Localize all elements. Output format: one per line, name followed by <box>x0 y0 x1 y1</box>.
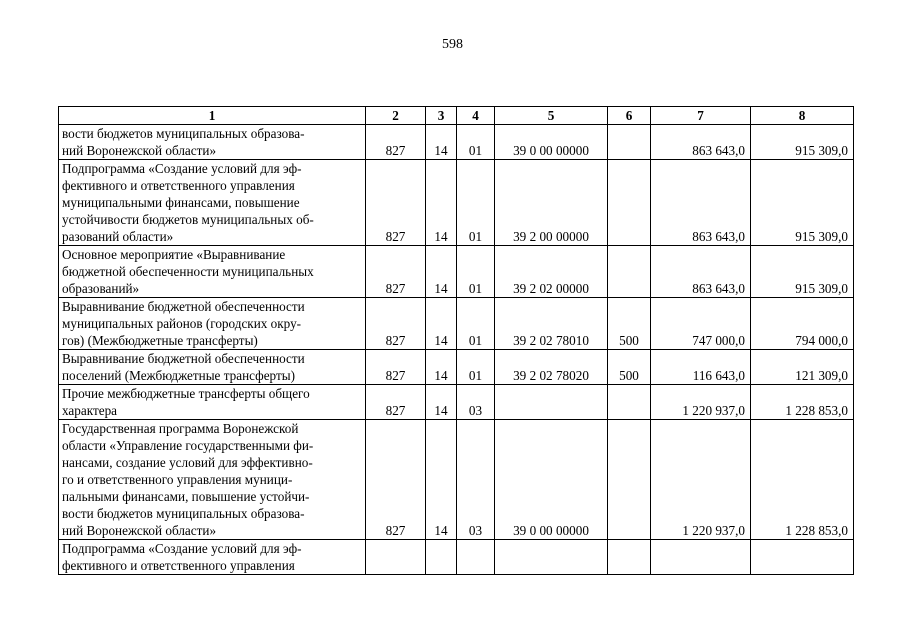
row-subsection: 01 <box>457 298 495 350</box>
row-name-line: области «Управление государственными фи- <box>62 438 314 453</box>
row-section: 14 <box>426 420 457 540</box>
row-name-line: ний Воронежской области» <box>62 143 217 158</box>
row-code-admin: 827 <box>366 298 426 350</box>
row-expense-type <box>608 160 651 246</box>
row-code-admin: 827 <box>366 125 426 160</box>
row-amount-year1 <box>651 540 751 575</box>
row-subsection: 01 <box>457 125 495 160</box>
row-name-line: Государственная программа Воронежской <box>62 421 299 436</box>
row-amount-year2: 121 309,0 <box>751 350 854 385</box>
row-expense-type <box>608 246 651 298</box>
header-col-6: 6 <box>608 107 651 125</box>
row-name-line: устойчивости бюджетов муниципальных об- <box>62 212 314 227</box>
row-name-line: муниципальными финансами, повышение <box>62 195 300 210</box>
row-name-line: го и ответственного управления муници- <box>62 472 293 487</box>
row-name-line: Выравнивание бюджетной обеспеченности <box>62 299 305 314</box>
row-name-line: характера <box>62 403 118 418</box>
row-name-line: гов) (Межбюджетные трансферты) <box>62 333 258 348</box>
row-name-line: разований области» <box>62 229 174 244</box>
row-name <box>59 420 366 540</box>
row-amount-year1: 116 643,0 <box>651 350 751 385</box>
row-target-article: 39 2 02 78020 <box>495 350 608 385</box>
row-amount-year1: 863 643,0 <box>651 246 751 298</box>
row-amount-year2: 915 309,0 <box>751 125 854 160</box>
row-name-line: пальными финансами, повышение устойчи- <box>62 489 310 504</box>
row-name-line: фективного и ответственного управления <box>62 558 295 573</box>
row-amount-year2: 794 000,0 <box>751 298 854 350</box>
row-expense-type <box>608 420 651 540</box>
row-code-admin: 827 <box>366 350 426 385</box>
row-subsection: 03 <box>457 385 495 420</box>
row-subsection: 01 <box>457 246 495 298</box>
row-name-line: Подпрограмма «Создание условий для эф- <box>62 541 302 556</box>
row-target-article: 39 0 00 00000 <box>495 125 608 160</box>
row-name-line: Основное мероприятие «Выравнивание <box>62 247 286 262</box>
row-amount-year1: 1 220 937,0 <box>651 420 751 540</box>
row-name <box>59 125 366 160</box>
row-target-article: 39 0 00 00000 <box>495 420 608 540</box>
row-expense-type: 500 <box>608 298 651 350</box>
row-name-line: поселений (Межбюджетные трансферты) <box>62 368 295 383</box>
row-section: 14 <box>426 385 457 420</box>
row-expense-type <box>608 385 651 420</box>
row-code-admin <box>366 540 426 575</box>
row-amount-year1: 1 220 937,0 <box>651 385 751 420</box>
header-col-5: 5 <box>495 107 608 125</box>
row-name-line: Выравнивание бюджетной обеспеченности <box>62 351 305 366</box>
row-section: 14 <box>426 298 457 350</box>
table-row <box>59 540 854 575</box>
row-amount-year2: 915 309,0 <box>751 160 854 246</box>
table-row <box>59 350 854 385</box>
row-name <box>59 160 366 246</box>
row-name-line: бюджетной обеспеченности муниципальных <box>62 264 314 279</box>
row-subsection: 03 <box>457 420 495 540</box>
row-expense-type <box>608 125 651 160</box>
row-subsection <box>457 540 495 575</box>
row-target-article: 39 2 02 00000 <box>495 246 608 298</box>
table-row <box>59 298 854 350</box>
row-name-line: Прочие межбюджетные трансферты общего <box>62 386 310 401</box>
row-target-article: 39 2 02 78010 <box>495 298 608 350</box>
header-col-1: 1 <box>59 107 366 125</box>
row-name-line: Подпрограмма «Создание условий для эф- <box>62 161 302 176</box>
row-amount-year2 <box>751 540 854 575</box>
header-col-2: 2 <box>366 107 426 125</box>
row-section: 14 <box>426 160 457 246</box>
table-row <box>59 420 854 540</box>
row-code-admin: 827 <box>366 160 426 246</box>
row-name-line: вости бюджетов муниципальных образова- <box>62 126 305 141</box>
row-name-line: ний Воронежской области» <box>62 523 217 538</box>
row-name <box>59 540 366 575</box>
row-name <box>59 350 366 385</box>
row-name-line: нансами, создание условий для эффективно- <box>62 455 313 470</box>
row-name-line: муниципальных районов (городских окру- <box>62 316 302 331</box>
budget-table <box>58 106 854 575</box>
row-subsection: 01 <box>457 350 495 385</box>
row-name-line: фективного и ответственного управления <box>62 178 295 193</box>
header-col-3: 3 <box>426 107 457 125</box>
row-section <box>426 540 457 575</box>
header-row <box>59 107 854 125</box>
table-row <box>59 160 854 246</box>
page-number: 598 <box>442 37 463 52</box>
table-row <box>59 385 854 420</box>
row-subsection: 01 <box>457 160 495 246</box>
row-expense-type <box>608 540 651 575</box>
row-target-article <box>495 540 608 575</box>
row-section: 14 <box>426 246 457 298</box>
row-name <box>59 298 366 350</box>
row-amount-year2: 1 228 853,0 <box>751 385 854 420</box>
row-code-admin: 827 <box>366 246 426 298</box>
row-target-article: 39 2 00 00000 <box>495 160 608 246</box>
row-amount-year1: 863 643,0 <box>651 125 751 160</box>
row-amount-year1: 863 643,0 <box>651 160 751 246</box>
header-col-7: 7 <box>651 107 751 125</box>
row-amount-year2: 915 309,0 <box>751 246 854 298</box>
row-amount-year2: 1 228 853,0 <box>751 420 854 540</box>
table-row <box>59 125 854 160</box>
row-expense-type: 500 <box>608 350 651 385</box>
row-target-article <box>495 385 608 420</box>
row-name <box>59 385 366 420</box>
row-name <box>59 246 366 298</box>
row-code-admin: 827 <box>366 385 426 420</box>
table-row <box>59 246 854 298</box>
row-section: 14 <box>426 125 457 160</box>
row-name-line: образований» <box>62 281 140 296</box>
header-col-4: 4 <box>457 107 495 125</box>
row-section: 14 <box>426 350 457 385</box>
header-col-8: 8 <box>751 107 854 125</box>
row-name-line: вости бюджетов муниципальных образова- <box>62 506 305 521</box>
row-code-admin: 827 <box>366 420 426 540</box>
row-amount-year1: 747 000,0 <box>651 298 751 350</box>
